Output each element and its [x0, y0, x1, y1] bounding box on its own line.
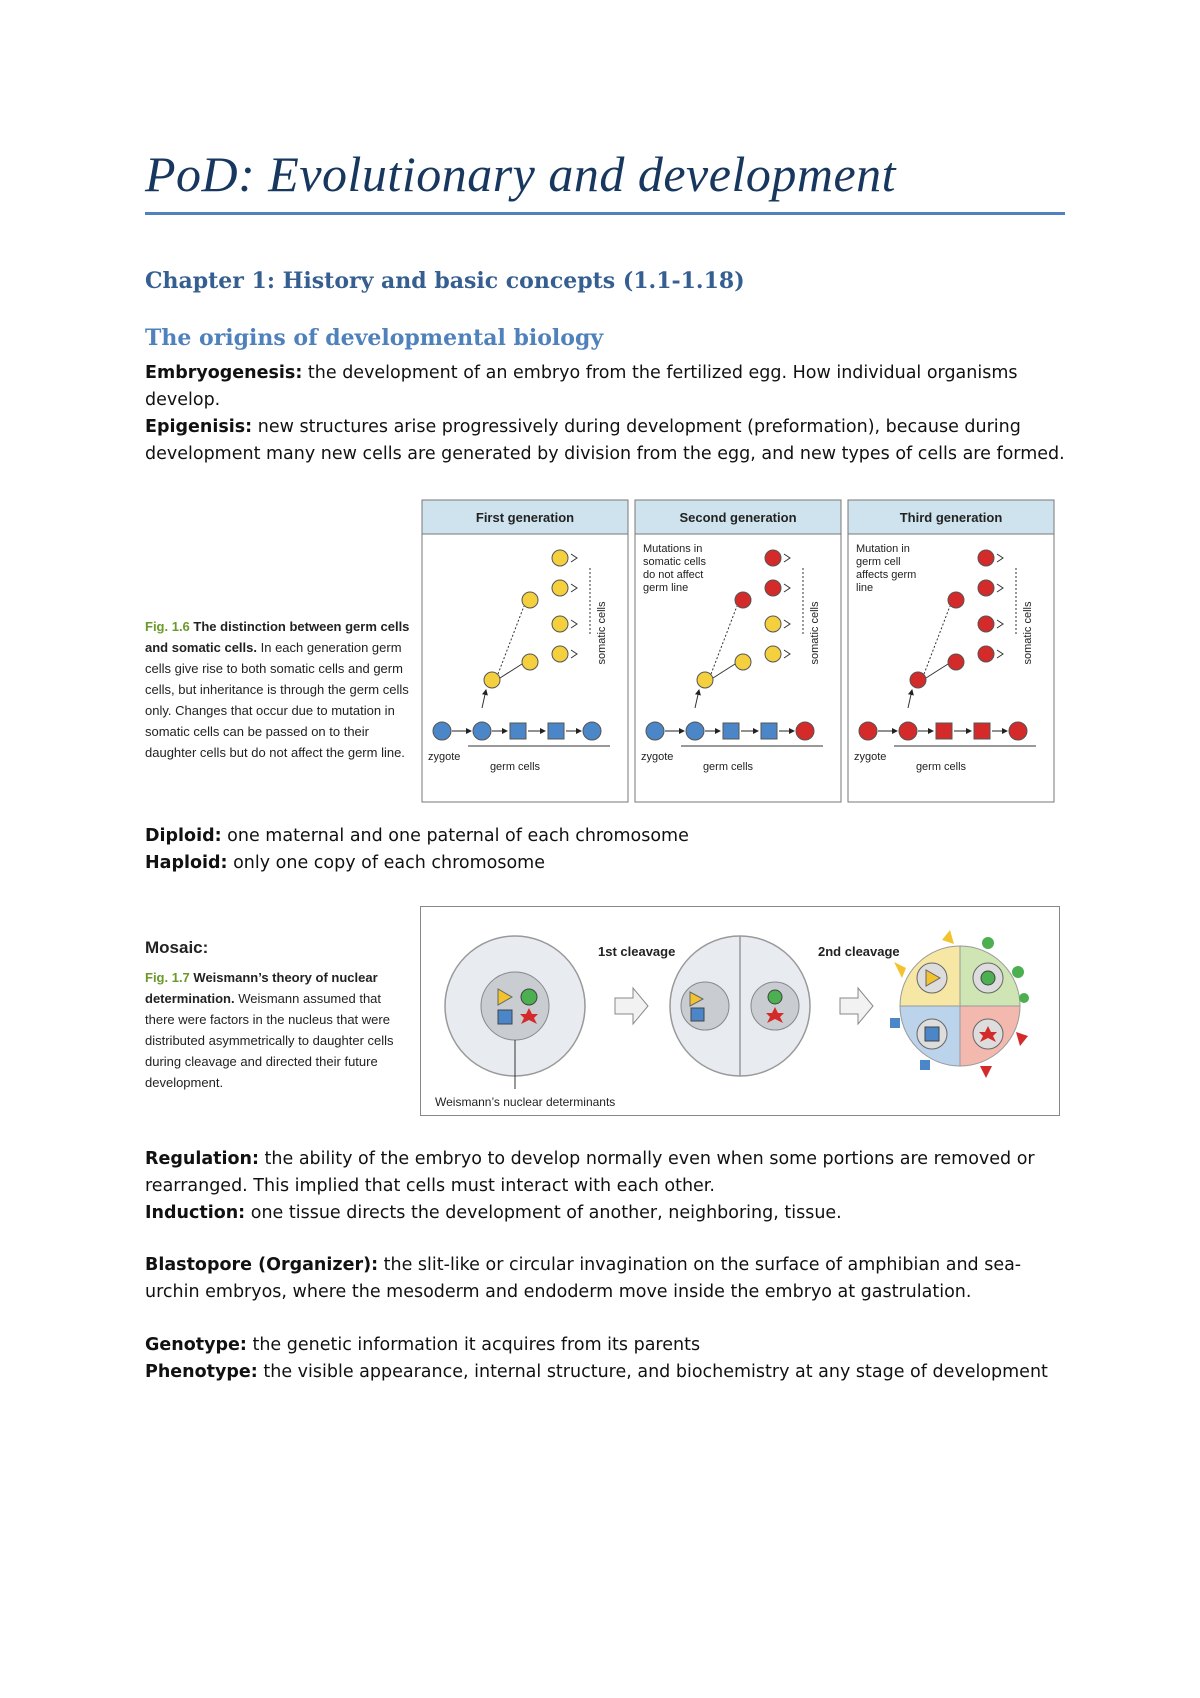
- germ-cells-label: germ cells: [915, 761, 967, 773]
- germ-cell: [1009, 722, 1027, 740]
- somatic-cell: [522, 654, 538, 670]
- panel-note: germ line: [643, 582, 689, 594]
- germ-cell: [686, 722, 704, 740]
- somatic-cell: [552, 646, 568, 662]
- germ-cell: [936, 723, 952, 739]
- somatic-cell: [910, 672, 926, 688]
- germ-cell: [510, 723, 526, 739]
- zygote-cell: [859, 722, 877, 740]
- panel-note: somatic cells: [643, 556, 706, 568]
- term: Genotype:: [145, 1335, 247, 1355]
- panel-header: First generation: [475, 510, 575, 525]
- determinants-label: Weismann’s nuclear determinants: [435, 1095, 616, 1109]
- somatic-cell: [522, 592, 538, 608]
- figure-1-7-diagram: [420, 906, 1060, 1116]
- somatic-cell: [484, 672, 500, 688]
- definitions-block-4: [145, 1252, 1065, 1306]
- somatic-cell: [765, 646, 781, 662]
- title-underline: [145, 212, 1065, 215]
- figure-number: Fig. 1.7: [145, 970, 190, 985]
- second-cleavage-label: 2nd cleavage: [818, 944, 900, 959]
- panel-note: do not affect: [643, 569, 704, 581]
- definition-text: the development of an embryo from the fertilized egg. How individual organisms develop.: [145, 363, 1018, 410]
- section-heading: The origins of developmental biology: [145, 325, 604, 351]
- definition-text: the ability of the embryo to develop normally even when some portions are removed or rearranged. This implied that cells must interact with each other.: [145, 1149, 1035, 1196]
- definition-embryogenesis: [145, 360, 1065, 414]
- germ-cell: [974, 723, 990, 739]
- somatic-cell: [948, 654, 964, 670]
- germ-cell: [723, 723, 739, 739]
- zygote-label: zygote: [641, 751, 674, 763]
- germ-cells-label: germ cells: [702, 761, 754, 773]
- figure-1-7-caption: [145, 967, 405, 1093]
- germ-cell: [583, 722, 601, 740]
- somatic-cell: [948, 592, 964, 608]
- somatic-cells-label: somatic cells: [809, 601, 821, 665]
- panel-note: Mutation in: [856, 543, 910, 555]
- term: Diploid:: [145, 826, 222, 846]
- definition-blastopore: [145, 1252, 1065, 1306]
- somatic-cell: [978, 580, 994, 596]
- germ-cell: [473, 722, 491, 740]
- panel-note: germ cell: [856, 556, 901, 568]
- germ-cell: [796, 722, 814, 740]
- somatic-cell: [697, 672, 713, 688]
- somatic-cell: [978, 646, 994, 662]
- caption-text: In each generation germ cells give rise to both somatic cells and germ cells, but inheritance is through the germ cells only. Changes that occur due to mutation in somatic cells can be passed on to their daughter cells but do not affect the germ line.: [145, 640, 409, 760]
- panel-header: Third generation: [899, 510, 1003, 525]
- circle-determinant: [521, 989, 537, 1005]
- definition-text: only one copy of each chromosome: [227, 853, 545, 873]
- panel-note: Mutations in: [643, 543, 703, 555]
- somatic-cell: [765, 616, 781, 632]
- definition-phenotype: [145, 1359, 1065, 1386]
- somatic-cell: [978, 616, 994, 632]
- chapter-heading: Chapter 1: History and basic concepts (1.1-1.18): [145, 268, 745, 294]
- somatic-cell: [978, 550, 994, 566]
- somatic-cell: [735, 592, 751, 608]
- term: Epigenisis:: [145, 417, 253, 437]
- term: Phenotype:: [145, 1362, 258, 1382]
- definitions-block-3: [145, 1146, 1065, 1227]
- term: Blastopore (Organizer):: [145, 1255, 379, 1275]
- page-title: PoD: Evolutionary and development: [145, 146, 897, 202]
- figure-1-6-diagram: [420, 498, 1060, 806]
- caption-text: Weismann assumed that there were factors in the nucleus that were distributed asymmetrically to daughter cells during cleavage and directed their future development.: [145, 991, 394, 1090]
- panel-header: Second generation: [679, 510, 797, 525]
- somatic-cells-label: somatic cells: [596, 601, 608, 665]
- square-determinant: [498, 1010, 512, 1024]
- definition-genotype: [145, 1332, 1065, 1359]
- panel-note: affects germ: [856, 569, 917, 581]
- definition-text: the visible appearance, internal structure, and biochemistry at any stage of development: [257, 1362, 1048, 1382]
- somatic-cell: [735, 654, 751, 670]
- square-determinant: [691, 1008, 704, 1021]
- definition-text: one maternal and one paternal of each chromosome: [221, 826, 689, 846]
- germ-cell: [548, 723, 564, 739]
- definition-haploid: [145, 850, 1065, 877]
- term: Haploid:: [145, 853, 228, 873]
- caption-title: The distinction between germ cells and somatic cells.: [145, 619, 410, 655]
- caption-title: Weismann’s theory of nuclear determination.: [145, 970, 378, 1006]
- definition-diploid: [145, 823, 1065, 850]
- term: Induction:: [145, 1203, 246, 1223]
- somatic-cell: [552, 616, 568, 632]
- definition-induction: [145, 1200, 1065, 1227]
- definition-text: the slit-like or circular invagination on the surface of amphibian and sea-urchin embryos, where the mesoderm and endoderm move inside the embryo at gastrulation.: [145, 1255, 1022, 1302]
- zygote-label: zygote: [854, 751, 887, 763]
- mosaic-heading: Mosaic:: [145, 938, 209, 957]
- definitions-block-5: [145, 1332, 1065, 1386]
- term: Embryogenesis:: [145, 363, 303, 383]
- germ-cells-label: germ cells: [489, 761, 541, 773]
- germ-cell: [899, 722, 917, 740]
- somatic-cell: [552, 580, 568, 596]
- term: Regulation:: [145, 1149, 259, 1169]
- nucleus-right: [751, 982, 799, 1030]
- circle-determinant: [768, 990, 782, 1004]
- panel-note: line: [856, 582, 874, 594]
- zygote-cell: [433, 722, 451, 740]
- definition-text: one tissue directs the development of another, neighboring, tissue.: [245, 1203, 842, 1223]
- definition-epigenisis: [145, 414, 1065, 468]
- nucleus: [481, 972, 549, 1040]
- zygote-label: zygote: [428, 751, 461, 763]
- germ-cell: [761, 723, 777, 739]
- first-cleavage-label: 1st cleavage: [598, 944, 676, 959]
- definition-text: the genetic information it acquires from its parents: [246, 1335, 701, 1355]
- somatic-cells-label: somatic cells: [1022, 601, 1034, 665]
- definitions-block-1: [145, 360, 1065, 468]
- definition-text: new structures arise progressively during development (preformation), because during development many new cells are generated by division from the egg, and new types of cells are formed.: [145, 417, 1065, 464]
- figure-number: Fig. 1.6: [145, 619, 190, 634]
- somatic-cell: [765, 580, 781, 596]
- somatic-cell: [765, 550, 781, 566]
- definitions-block-2: [145, 823, 1065, 877]
- somatic-cell: [552, 550, 568, 566]
- figure-1-6-caption: [145, 616, 410, 763]
- zygote-cell: [646, 722, 664, 740]
- nucleus-left: [681, 982, 729, 1030]
- definition-regulation: [145, 1146, 1065, 1200]
